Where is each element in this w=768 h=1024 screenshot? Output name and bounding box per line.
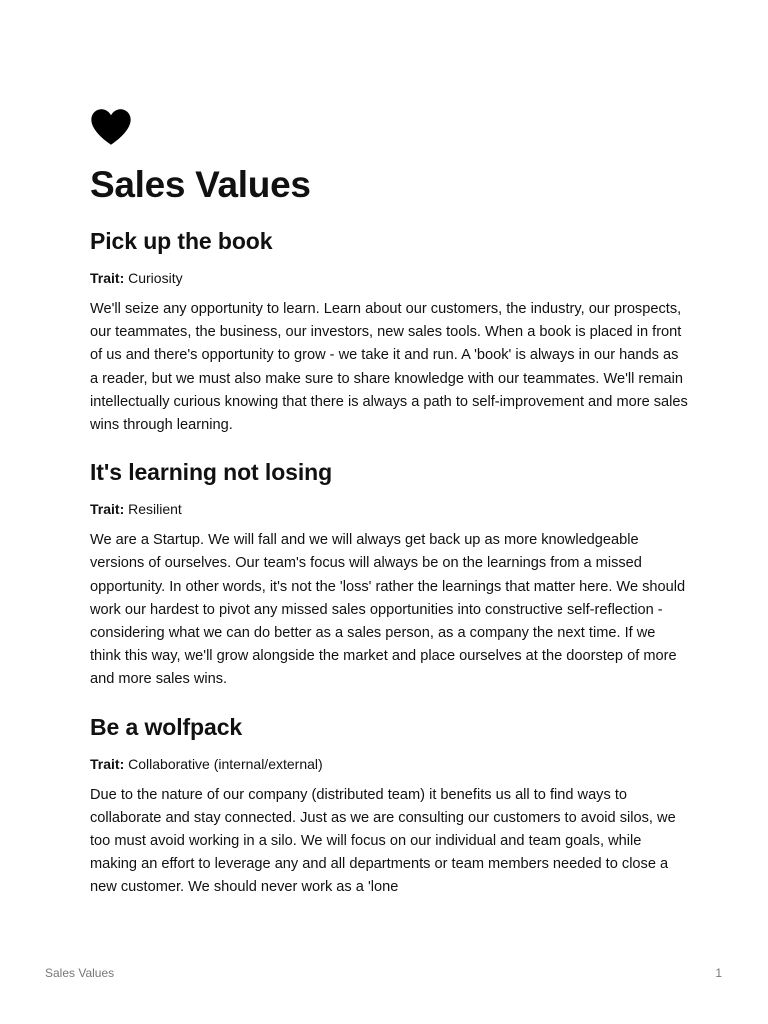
section-heading: It's learning not losing	[90, 459, 333, 486]
trait-value: Resilient	[128, 501, 182, 518]
section-body: We are a Startup. We will fall and we will always get back up as more knowledgeable versions of ourselves. Our team's focus will always be on the learnings from a missed opportunity. In other words, it's not the 'loss' rather the learnings that matter here. We should work our hardest to pivot any missed sales opportunities into constructive self-reflection - considering what we can do better as a sales person, as a company the next time. If we think this way, we'll grow alongside the market and place ourselves at the doorstep of more and more sales wins.	[90, 532, 686, 688]
section-body: We'll seize any opportunity to learn. Learn about our customers, the industry, our prospects, our teammates, the business, our investors, new sales tools. When a book is placed in front of us and there's opportunity to grow - we take it and run. A 'book' is always in our hands as a reader, but we must also make sure to share knowledge with our teammates. We'll remain intellectually curious knowing that there is always a path to self-improvement and more sales wins through learning.	[90, 301, 688, 434]
trait-label: Trait:	[90, 755, 125, 772]
section-heading: Be a wolfpack	[90, 713, 243, 740]
footer-document-label: Sales Values	[45, 966, 115, 980]
trait-line	[90, 754, 690, 774]
document-title: Sales Values	[90, 164, 311, 205]
section-pick-up-the-book	[90, 226, 690, 437]
footer-page-number: 1	[715, 966, 722, 980]
trait-value: Collaborative (internal/external)	[128, 755, 323, 772]
section-be-a-wolfpack	[90, 712, 690, 900]
trait-value: Curiosity	[128, 270, 183, 286]
trait-label: Trait:	[90, 270, 125, 286]
trait-line	[90, 499, 690, 519]
page-content	[90, 108, 690, 900]
section-body: Due to the nature of our company (distributed team) it benefits us all to find ways to collaborate and stay connected. Just as we are consulting our customers to avoid silos, we too must avoid working in a silo. We will focus on our individual and team goals, while making an effort to leverage any and all departments or team members needed to close a new customer. We should never work as a 'lone	[90, 786, 676, 896]
section-learning-not-losing	[90, 457, 690, 691]
section-heading: Pick up the book	[90, 228, 273, 254]
trait-line	[90, 268, 690, 288]
heart-icon	[90, 108, 132, 146]
trait-label: Trait:	[90, 501, 125, 518]
